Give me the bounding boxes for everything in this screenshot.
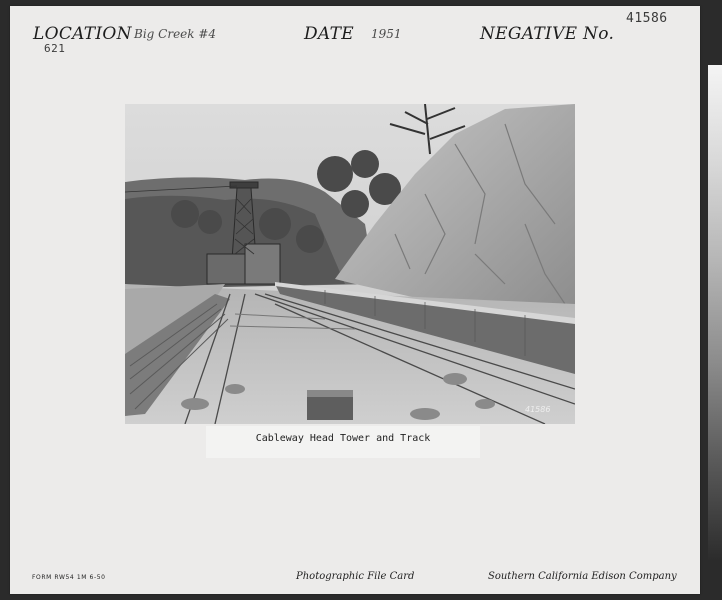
company-name: Southern California Edison Company	[488, 571, 677, 582]
location-label: LOCATION	[33, 24, 132, 44]
form-number: FORM RW54 1M 6-50	[32, 574, 106, 581]
location-code: 621	[44, 42, 66, 55]
photograph	[125, 104, 575, 424]
photo-cableway-scene	[125, 104, 575, 424]
grayscale-calibration-strip	[708, 65, 722, 560]
caption-strip	[206, 426, 480, 458]
date-label: DATE	[304, 24, 354, 44]
location-value: Big Creek #4	[134, 27, 217, 41]
negative-number-label: NEGATIVE No.	[480, 24, 615, 44]
date-value: 1951	[371, 27, 402, 41]
photographic-file-card	[10, 6, 700, 594]
card-title: Photographic File Card	[296, 571, 415, 582]
photo-caption: Cableway Head Tower and Track	[255, 433, 431, 444]
photo-corner-mark: 41586	[525, 405, 551, 414]
negative-number: 41586	[626, 11, 668, 26]
